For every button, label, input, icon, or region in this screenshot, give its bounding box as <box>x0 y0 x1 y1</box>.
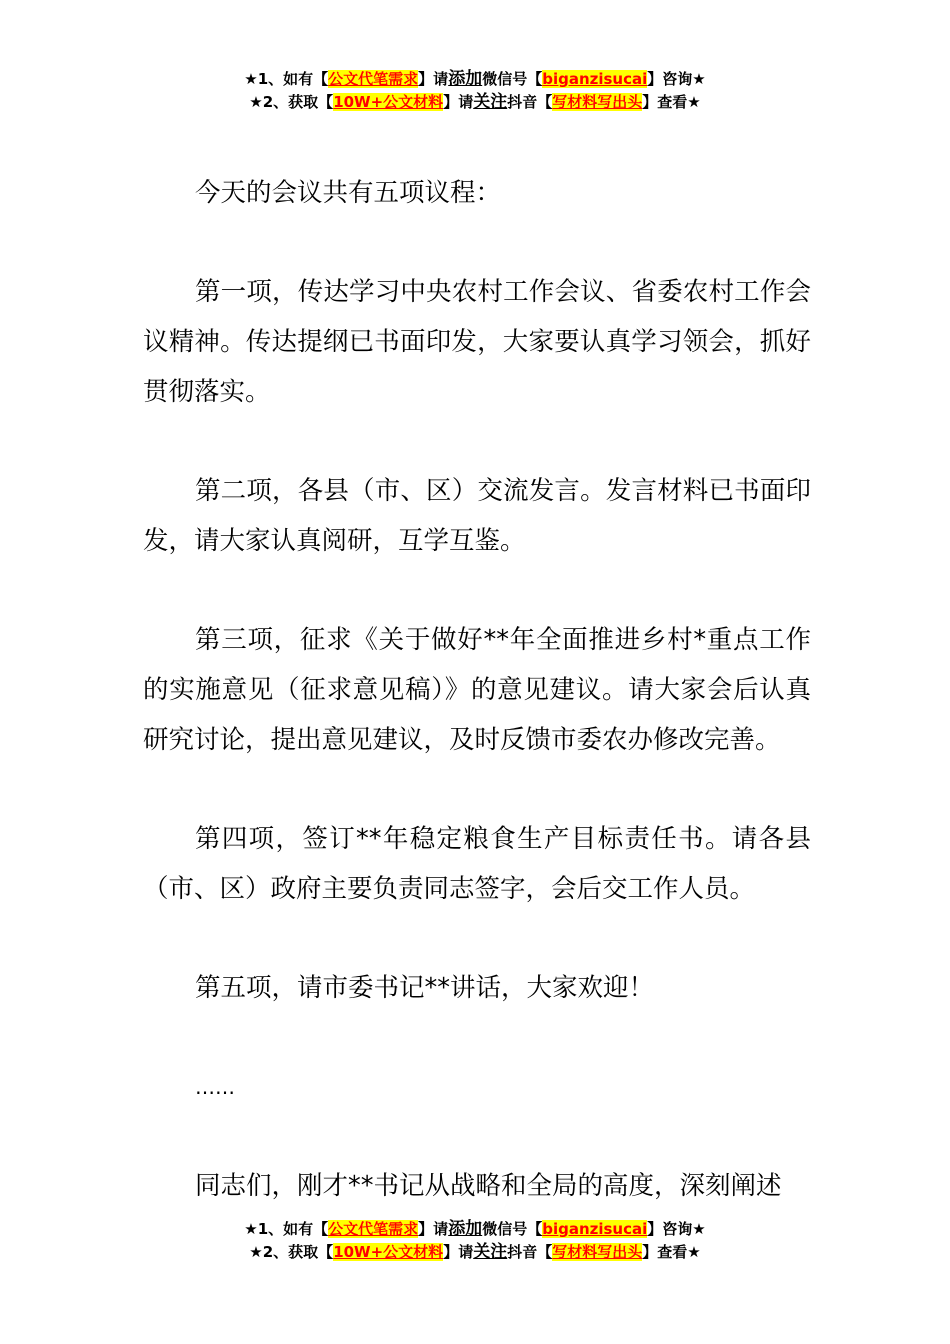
footer-banner <box>0 1218 950 1264</box>
banner-text: 】请 <box>443 93 474 111</box>
banner-text: 】请 <box>418 70 449 88</box>
banner-highlight: 公文代笔需求 <box>328 1220 419 1238</box>
banner-text: 微信号【 <box>482 1220 543 1238</box>
banner-text: 抖音【 <box>507 1243 553 1261</box>
paragraph-item-5: 第五项，请市委书记**讲话，大家欢迎！ <box>195 973 655 1003</box>
banner-text: 】咨询★ <box>647 1220 706 1238</box>
paragraph-closing: 同志们，刚才**书记从战略和全局的高度，深刻阐述 <box>195 1171 782 1201</box>
paragraph-item-4: 第四项，签订**年稳定粮食生产目标责任书。请各县（市、区）政府主要负责同志签字，会后交工作人员。 <box>143 824 811 904</box>
banner-line-2 <box>0 91 950 114</box>
banner-text: ★1、如有【 <box>244 70 329 88</box>
banner-highlight: biganzisucai <box>542 70 648 88</box>
footer-banner-line-1 <box>0 1218 950 1241</box>
banner-text: ★2、获取【 <box>249 93 334 111</box>
banner-text: 】查看★ <box>642 1243 701 1261</box>
paragraph-ellipsis: …… <box>195 1075 235 1099</box>
banner-highlight: 10W+公文材料 <box>333 93 444 111</box>
banner-text: 微信号【 <box>482 70 543 88</box>
banner-emphasis: 添加 <box>448 1219 483 1239</box>
banner-text: 抖音【 <box>507 93 553 111</box>
banner-line-1 <box>0 68 950 91</box>
banner-text: 】请 <box>418 1220 449 1238</box>
paragraph-item-3: 第三项，征求《关于做好**年全面推进乡村*重点工作的实施意见（征求意见稿）》的意见建议。请大家会后认真研究讨论，提出意见建议，及时反馈市委农办修改完善。 <box>143 625 811 755</box>
banner-text: ★2、获取【 <box>249 1243 334 1261</box>
banner-highlight: 公文代笔需求 <box>328 70 419 88</box>
paragraph-item-1: 第一项，传达学习中央农村工作会议、省委农村工作会议精神。传达提纲已书面印发，大家要认真学习领会，抓好贯彻落实。 <box>143 277 811 407</box>
paragraph-agenda-intro: 今天的会议共有五项议程： <box>195 178 502 208</box>
document-body <box>143 168 811 1260</box>
banner-text: 】咨询★ <box>647 70 706 88</box>
paragraph-item-2: 第二项，各县（市、区）交流发言。发言材料已书面印发，请大家认真阅研，互学互鉴。 <box>143 476 811 556</box>
banner-highlight: biganzisucai <box>542 1220 648 1238</box>
banner-highlight: 写材料写出头 <box>552 93 643 111</box>
banner-text: 】请 <box>443 1243 474 1261</box>
banner-highlight: 10W+公文材料 <box>333 1243 444 1261</box>
banner-highlight: 写材料写出头 <box>552 1243 643 1261</box>
banner-emphasis: 关注 <box>473 1242 508 1262</box>
banner-emphasis: 关注 <box>473 92 508 112</box>
header-banner <box>0 68 950 114</box>
banner-text: ★1、如有【 <box>244 1220 329 1238</box>
footer-banner-line-2 <box>0 1241 950 1264</box>
banner-emphasis: 添加 <box>448 69 483 89</box>
banner-text: 】查看★ <box>642 93 701 111</box>
